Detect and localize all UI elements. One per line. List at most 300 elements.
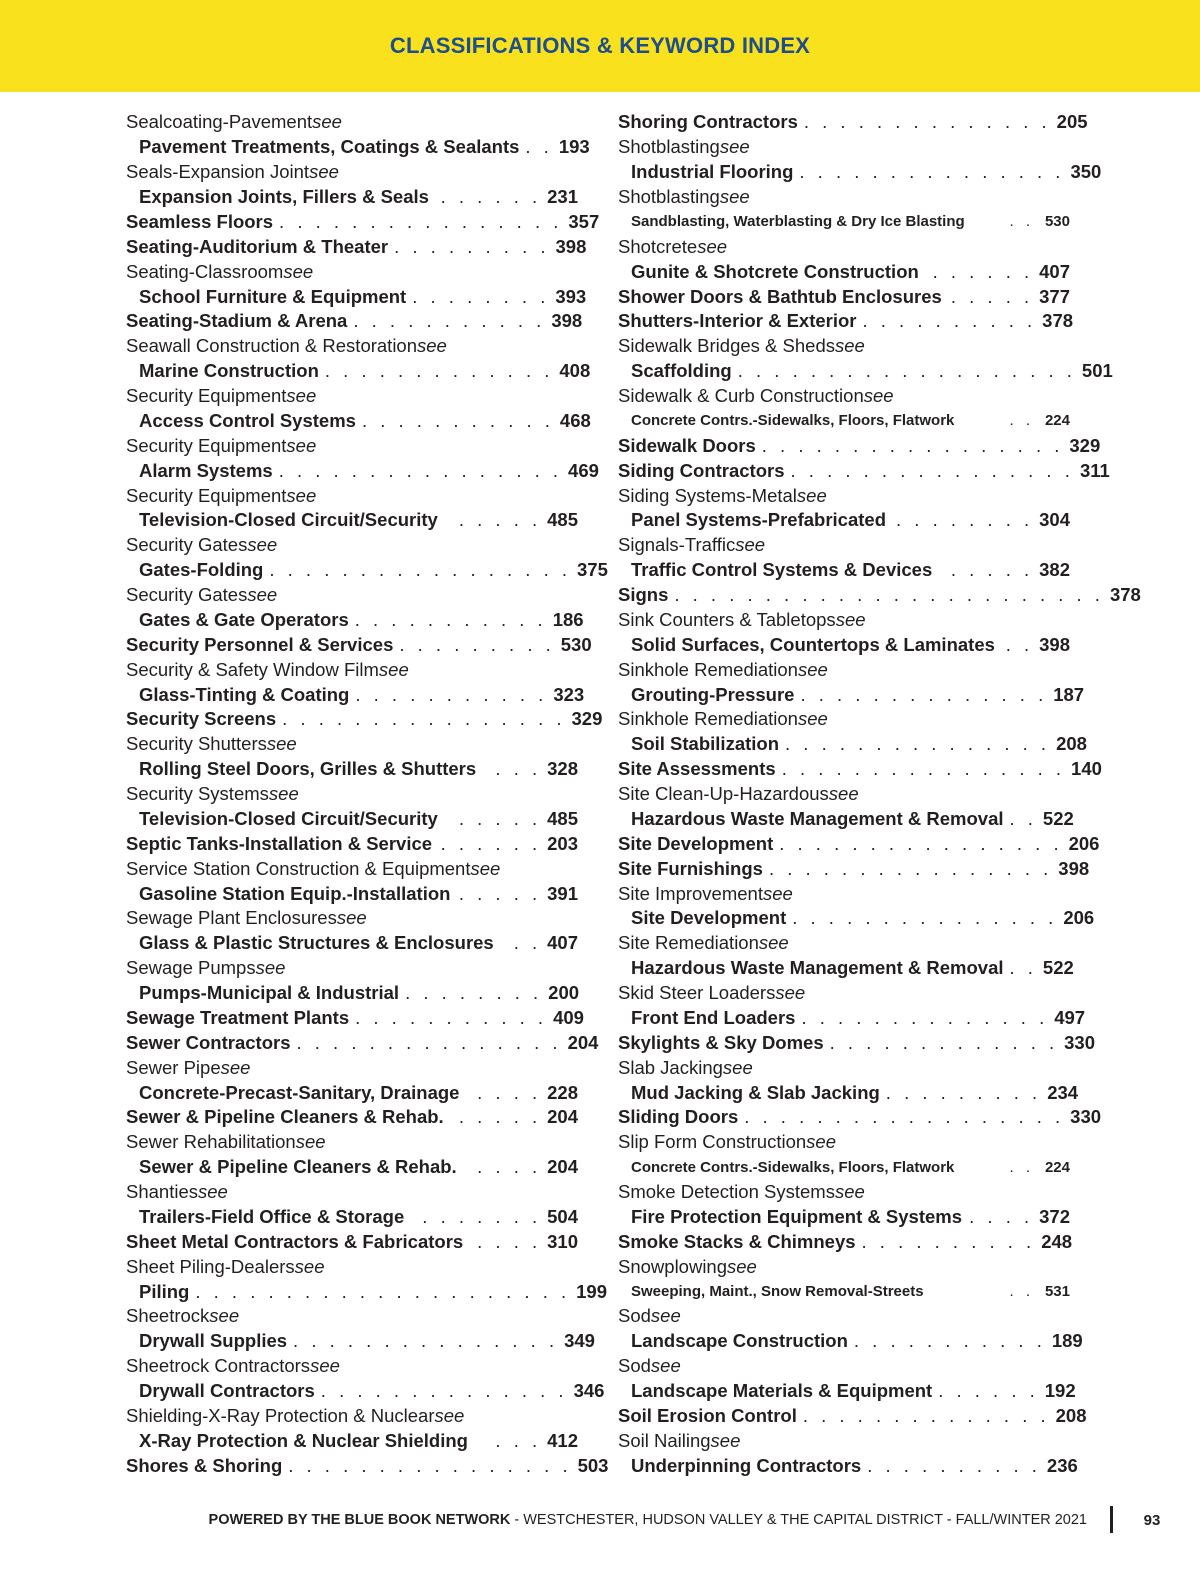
entry-page-number: 187: [1053, 683, 1085, 705]
see-label: see: [710, 1429, 741, 1451]
dot-leader: . . . . . . . . . . . . . . . .: [781, 758, 1066, 780]
entry-page-number: 234: [1047, 1081, 1079, 1103]
index-entry: [618, 284, 1070, 309]
entry-term: Concrete Contrs.-Sidewalks, Floors, Flatwork: [631, 1158, 955, 1176]
index-reference: [126, 1304, 578, 1329]
entry-page-number: 200: [548, 982, 580, 1004]
entry-page-number: 205: [1056, 111, 1088, 133]
reference-term: Sewer Pipe: [126, 1056, 221, 1078]
entry-term: Gates & Gate Operators: [139, 608, 349, 630]
see-label: see: [797, 708, 828, 730]
dot-leader: . .: [1009, 807, 1037, 829]
dot-leader: . . . . .: [458, 1106, 542, 1128]
index-entry: [126, 1329, 595, 1354]
index-reference: [618, 1428, 1070, 1453]
see-label: see: [796, 484, 827, 506]
dot-leader: . . . . . . . . . . .: [361, 409, 554, 431]
entry-term: Sweeping, Maint., Snow Removal-Streets: [631, 1283, 924, 1301]
page-number: 93: [1143, 1512, 1161, 1529]
index-entry: [618, 831, 1100, 856]
index-entry: [126, 682, 585, 707]
index-reference: [618, 135, 1070, 160]
index-reference: [618, 334, 1070, 359]
entry-term: Expansion Joints, Fillers & Seals: [139, 186, 429, 208]
see-label: see: [312, 111, 342, 133]
entry-term: Rolling Steel Doors, Grilles & Shutters: [139, 758, 477, 780]
index-reference: [126, 384, 578, 409]
entry-page-number: 377: [1039, 285, 1070, 307]
entry-term: Underpinning Contractors: [631, 1454, 862, 1476]
dot-leader: . . . . . . . . . . .: [355, 683, 548, 705]
entry-term: Sandblasting, Waterblasting & Dry Ice Blasting: [631, 213, 965, 231]
see-label: see: [286, 434, 317, 456]
entry-page-number: 228: [547, 1081, 578, 1103]
entry-page-number: 346: [573, 1380, 605, 1402]
see-label: see: [806, 1131, 836, 1153]
index-entry: [618, 956, 1074, 981]
dot-leader: . . . . . . . . . . .: [354, 608, 547, 630]
entry-term: Site Development: [618, 832, 774, 854]
index-entry: [618, 807, 1074, 832]
entry-page-number: 330: [1070, 1106, 1102, 1128]
index-entry: [126, 234, 587, 259]
dot-leader: . . . . . . . .: [405, 982, 543, 1004]
dot-leader: . . . . . . . . . . . . . . . . . . . . .: [195, 1280, 571, 1302]
entry-term: Fire Protection Equipment & Systems: [631, 1205, 963, 1227]
reference-term: Sinkhole Remediation: [618, 658, 798, 680]
dot-leader: . . . . . .: [440, 186, 542, 208]
index-entry: [126, 632, 592, 657]
dot-leader: . .: [1009, 1158, 1034, 1176]
index-reference: [126, 483, 578, 508]
see-label: see: [283, 260, 314, 282]
dot-leader: . . .: [495, 758, 542, 780]
reference-term: Sidewalk & Curb Construction: [618, 385, 864, 407]
index-entry: [618, 1105, 1102, 1130]
entry-term: Seamless Floors: [126, 210, 274, 232]
entry-term: Sliding Doors: [618, 1106, 739, 1128]
see-label: see: [650, 1355, 681, 1377]
see-label: see: [697, 235, 728, 257]
dot-leader: . .: [1009, 1283, 1034, 1301]
entry-page-number: 224: [1044, 412, 1070, 430]
see-label: see: [286, 484, 317, 506]
entry-page-number: 375: [577, 559, 608, 581]
entry-page-number: 398: [1039, 633, 1070, 655]
dot-leader: . . . . . . . . . . . . . . . . .: [761, 434, 1064, 456]
index-reference: [618, 608, 1070, 633]
index-reference: [126, 259, 578, 284]
dot-leader: . . . .: [477, 1081, 542, 1103]
index-reference: [126, 1055, 578, 1080]
see-label: see: [255, 957, 286, 979]
dot-leader: . . . . . . . . . . . . . . .: [296, 1031, 562, 1053]
index-entry: [126, 981, 578, 1006]
entry-term: Seating-Stadium & Arena: [126, 310, 348, 332]
dot-leader: . . . . . . . . . . . . . . .: [293, 1330, 559, 1352]
dot-leader: . .: [1009, 412, 1034, 430]
entry-page-number: 357: [568, 210, 600, 232]
entry-page-number: 503: [577, 1454, 609, 1476]
entry-term: Industrial Flooring: [631, 161, 794, 183]
dot-leader: . .: [1009, 213, 1034, 231]
entry-term: Site Assessments: [618, 758, 776, 780]
entry-term: Solid Surfaces, Countertops & Laminates: [631, 633, 995, 655]
see-label: see: [758, 932, 789, 954]
entry-page-number: 530: [1044, 213, 1070, 231]
page-header-band: [0, 0, 1200, 92]
index-entry: [618, 433, 1101, 458]
see-label: see: [220, 1056, 251, 1078]
entry-term: Traffic Control Systems & Devices: [631, 559, 933, 581]
index-entry: [618, 1279, 1070, 1304]
entry-page-number: 485: [547, 509, 578, 531]
index-entry: [618, 409, 1070, 434]
see-label: see: [247, 584, 278, 606]
index-reference: [618, 384, 1070, 409]
reference-term: Security Gates: [126, 584, 248, 606]
entry-term: Mud Jacking & Slab Jacking: [631, 1081, 880, 1103]
index-reference: [126, 110, 578, 135]
reference-term: Sheet Piling-Dealers: [126, 1255, 295, 1277]
dot-leader: . . . . . . . . . .: [861, 1230, 1036, 1252]
see-label: see: [727, 1255, 757, 1277]
see-label: see: [417, 335, 447, 357]
index-entry: [126, 757, 578, 782]
index-reference: [126, 1130, 578, 1155]
reference-term: Sinkhole Remediation: [618, 708, 798, 730]
index-entry: [618, 906, 1095, 931]
index-entry: [126, 284, 587, 309]
index-reference: [126, 856, 578, 881]
entry-term: Glass & Plastic Structures & Enclosures: [139, 932, 494, 954]
dot-leader: . .: [513, 932, 542, 954]
index-entry: [618, 558, 1070, 583]
dot-leader: . . . . . . . . . . . . . .: [802, 1404, 1050, 1426]
dot-leader: . . . . . . . .: [896, 509, 1034, 531]
dot-leader: . . . . . . . . . . . . .: [829, 1031, 1059, 1053]
dot-leader: . . . . . . . . . . . . . .: [803, 111, 1051, 133]
see-label: see: [650, 1305, 681, 1327]
entry-term: Site Furnishings: [618, 857, 763, 879]
entry-page-number: 398: [555, 235, 587, 257]
see-label: see: [797, 658, 828, 680]
entry-page-number: 323: [553, 683, 585, 705]
see-label: see: [762, 882, 793, 904]
index-reference: [618, 931, 1070, 956]
entry-term: Shutters-Interior & Exterior: [618, 310, 857, 332]
see-label: see: [309, 161, 339, 183]
footer-text: [0, 1512, 1087, 1528]
dot-leader: . . . . . . . . . . . . . . . . . . . . . . . .: [674, 584, 1104, 606]
see-label: see: [286, 385, 317, 407]
index-entry: [126, 458, 599, 483]
see-label: see: [828, 783, 859, 805]
dot-leader: . . . . . . . . .: [399, 633, 555, 655]
dot-leader: . . . . . . . . . .: [862, 310, 1037, 332]
entry-page-number: 304: [1039, 509, 1070, 531]
index-entry: [618, 632, 1070, 657]
entry-page-number: 408: [559, 360, 591, 382]
reference-term: Sidewalk Bridges & Sheds: [618, 335, 835, 357]
reference-term: Security Systems: [126, 783, 269, 805]
see-label: see: [247, 534, 278, 556]
index-entry: [126, 508, 578, 533]
entry-term: X-Ray Protection & Nuclear Shielding: [139, 1429, 468, 1451]
index-entry: [126, 1205, 578, 1230]
reference-term: Security Shutters: [126, 733, 267, 755]
entry-page-number: 349: [564, 1330, 595, 1352]
index-entry: [126, 1030, 599, 1055]
entry-term: Site Development: [631, 907, 787, 929]
reference-term: Sink Counters & Tabletops: [618, 608, 836, 630]
reference-term: Seals-Expansion Joint: [126, 161, 310, 183]
index-reference: [126, 1254, 578, 1279]
dot-leader: . . . . .: [950, 559, 1034, 581]
index-entry: [618, 1205, 1070, 1230]
index-entry: [126, 1279, 607, 1304]
dot-leader: . . .: [495, 1429, 542, 1451]
index-entry: [618, 359, 1113, 384]
reference-term: Snowplowing: [618, 1255, 728, 1277]
entry-page-number: 189: [1051, 1330, 1083, 1352]
entry-page-number: 412: [547, 1429, 578, 1451]
index-entry: [126, 1080, 578, 1105]
entry-term: Septic Tanks-Installation & Service: [126, 832, 433, 854]
index-entry: [126, 931, 578, 956]
entry-term: Concrete-Precast-Sanitary, Drainage: [139, 1081, 460, 1103]
index-entry: [126, 1105, 578, 1130]
dot-leader: . . . . . . . . . . . . . . .: [792, 907, 1058, 929]
dot-leader: . . . . . . . . . . . . . . .: [799, 161, 1065, 183]
see-label: see: [434, 1404, 465, 1426]
entry-term: Sewer & Pipeline Cleaners & Rehab.: [126, 1106, 444, 1128]
dot-leader: . . . . . . . . . . . . . . . .: [288, 1454, 572, 1476]
entry-page-number: 231: [547, 186, 578, 208]
entry-page-number: 393: [555, 285, 587, 307]
dot-leader: . . . . . . . . . . . . . . . .: [278, 459, 563, 481]
entry-term: School Furniture & Equipment: [139, 285, 407, 307]
index-entry: [126, 409, 591, 434]
entry-term: Soil Stabilization: [631, 733, 780, 755]
index-entry: [126, 309, 583, 334]
dot-leader: . . . . . . . . . .: [867, 1454, 1041, 1476]
entry-term: Glass-Tinting & Coating: [139, 683, 350, 705]
see-label: see: [735, 534, 766, 556]
entry-term: Alarm Systems: [139, 459, 273, 481]
entry-term: Marine Construction: [139, 360, 319, 382]
entry-term: Gates-Folding: [139, 559, 264, 581]
entry-page-number: 236: [1046, 1454, 1078, 1476]
index-entry: [126, 831, 578, 856]
index-reference: [126, 956, 578, 981]
index-reference: [126, 782, 578, 807]
reference-term: Sewage Plant Enclosures: [126, 907, 337, 929]
reference-term: Seating-Classroom: [126, 260, 284, 282]
see-label: see: [336, 907, 367, 929]
dot-leader: . . . . . . . . . . . . .: [324, 360, 554, 382]
see-label: see: [198, 1181, 228, 1203]
entry-term: Drywall Supplies: [139, 1330, 288, 1352]
index-column-left: [126, 110, 609, 1478]
entry-page-number: 328: [547, 758, 578, 780]
index-entry: [618, 110, 1088, 135]
index-reference: [126, 533, 578, 558]
dot-leader: . . . . . .: [440, 832, 542, 854]
footer-publication: - WESTCHESTER, HUDSON VALLEY & THE CAPITAL DISTRICT - FALL/WINTER 2021: [510, 1512, 1087, 1528]
entry-term: Shoring Contractors: [618, 111, 798, 133]
dot-leader: . . . . . . . . . . . . . .: [801, 1006, 1049, 1028]
reference-term: Sheetrock: [126, 1305, 210, 1327]
reference-term: Siding Systems-Metal: [618, 484, 797, 506]
index-reference: [126, 334, 578, 359]
see-label: see: [268, 783, 299, 805]
reference-term: Shotblasting: [618, 136, 720, 158]
index-reference: [126, 160, 578, 185]
index-entry: [618, 1080, 1079, 1105]
entry-page-number: 204: [547, 1156, 578, 1178]
dot-leader: . . . . . . . .: [412, 285, 550, 307]
index-entry: [126, 185, 578, 210]
dot-leader: . . . . . . . . . . . . . .: [800, 683, 1048, 705]
reference-term: Shielding-X-Ray Protection & Nuclear: [126, 1404, 435, 1426]
index-entry: [126, 135, 590, 160]
see-label: see: [294, 1255, 325, 1277]
index-entry: [618, 458, 1110, 483]
see-label: see: [209, 1305, 240, 1327]
reference-term: Security & Safety Window Film: [126, 658, 379, 680]
entry-term: Trailers-Field Office & Storage: [139, 1205, 405, 1227]
index-reference: [618, 185, 1070, 210]
entry-page-number: 350: [1070, 161, 1102, 183]
entry-term: Front End Loaders: [631, 1006, 796, 1028]
entry-term: Pavement Treatments, Coatings & Sealants: [139, 136, 520, 158]
entry-page-number: 530: [560, 633, 592, 655]
dot-leader: . . . . . . . . . . . . . . . . . .: [744, 1106, 1065, 1128]
entry-page-number: 203: [547, 832, 578, 854]
entry-term: Security Personnel & Services: [126, 633, 394, 655]
entry-page-number: 224: [1044, 1158, 1070, 1176]
see-label: see: [775, 982, 806, 1004]
entry-page-number: 504: [547, 1205, 578, 1227]
entry-term: Gunite & Shotcrete Construction: [631, 260, 919, 282]
entry-page-number: 204: [547, 1106, 578, 1128]
dot-leader: . . . . . . . . . . .: [853, 1330, 1046, 1352]
see-label: see: [310, 1355, 340, 1377]
reference-term: Sealcoating-Pavement: [126, 111, 313, 133]
index-entry: [126, 707, 603, 732]
entry-term: Sewer Contractors: [126, 1031, 291, 1053]
index-reference: [618, 657, 1070, 682]
entry-term: Signs: [618, 584, 669, 606]
dot-leader: . . . . . . . . . . . . . . . .: [279, 210, 563, 232]
entry-page-number: 248: [1041, 1230, 1073, 1252]
entry-page-number: 140: [1071, 758, 1102, 780]
index-reference: [618, 1055, 1070, 1080]
index-reference: [126, 1354, 578, 1379]
see-label: see: [266, 733, 297, 755]
entry-page-number: 311: [1080, 459, 1110, 481]
dot-leader: . . . . . .: [932, 260, 1034, 282]
see-label: see: [719, 186, 750, 208]
index-entry: [618, 1006, 1086, 1031]
reference-term: Security Equipment: [126, 385, 287, 407]
entry-page-number: 186: [552, 608, 584, 630]
index-entry: [126, 359, 591, 384]
index-entry: [618, 1229, 1073, 1254]
dot-leader: . . . .: [969, 1205, 1034, 1227]
footer-brand: POWERED BY THE BLUE BOOK NETWORK: [208, 1512, 511, 1528]
entry-page-number: 192: [1044, 1380, 1076, 1402]
entry-term: Scaffolding: [631, 360, 732, 382]
footer-divider: [1110, 1506, 1113, 1533]
entry-term: Grouting-Pressure: [631, 683, 795, 705]
see-label: see: [378, 658, 409, 680]
entry-page-number: 391: [547, 882, 578, 904]
index-entry: [126, 807, 578, 832]
index-entry: [618, 1030, 1096, 1055]
reference-term: Signals-Traffic: [618, 534, 736, 556]
index-reference: [126, 906, 578, 931]
dot-leader: . . . .: [477, 1230, 542, 1252]
index-reference: [618, 533, 1070, 558]
index-entry: [618, 1155, 1070, 1180]
dot-leader: . . . . . . . . . . . . . . . . .: [269, 559, 571, 581]
index-entry: [618, 732, 1087, 757]
reference-term: Security Equipment: [126, 484, 287, 506]
reference-term: Shotcrete: [618, 235, 698, 257]
entry-page-number: 372: [1039, 1205, 1070, 1227]
dot-leader: . . . . . .: [938, 1380, 1039, 1402]
dot-leader: . .: [1005, 633, 1034, 655]
reference-term: Sod: [618, 1355, 651, 1377]
entry-term: Siding Contractors: [618, 459, 785, 481]
entry-term: Skylights & Sky Domes: [618, 1031, 824, 1053]
index-reference: [126, 657, 578, 682]
reference-term: Sheetrock Contractors: [126, 1355, 311, 1377]
dot-leader: . . . . . . . . . . . . . . . .: [282, 708, 566, 730]
entry-page-number: 199: [576, 1280, 607, 1302]
index-entry: [618, 1453, 1078, 1478]
reference-term: Security Gates: [126, 534, 248, 556]
index-entry: [618, 210, 1070, 235]
reference-term: Shanties: [126, 1181, 198, 1203]
dot-leader: . . . . . . . . . . .: [353, 310, 546, 332]
index-reference: [126, 583, 578, 608]
index-entry: [126, 1453, 609, 1478]
entry-term: Sewage Treatment Plants: [126, 1006, 350, 1028]
entry-term: Shores & Shoring: [126, 1454, 283, 1476]
index-entry: [126, 608, 584, 633]
index-entry: [126, 558, 608, 583]
reference-term: Skid Steer Loaders: [618, 982, 776, 1004]
index-reference: [126, 732, 578, 757]
index-entry: [618, 1379, 1076, 1404]
index-entry: [618, 757, 1102, 782]
index-entry: [126, 1379, 605, 1404]
index-reference: [618, 981, 1070, 1006]
dot-leader: . . . . .: [458, 509, 542, 531]
entry-term: Seating-Auditorium & Theater: [126, 235, 389, 257]
reference-term: Smoke Detection Systems: [618, 1181, 835, 1203]
entry-term: Gasoline Station Equip.-Installation: [139, 882, 451, 904]
dot-leader: . . . . . . . . . . . . . .: [320, 1380, 568, 1402]
index-reference: [618, 1354, 1070, 1379]
entry-page-number: 204: [567, 1031, 599, 1053]
index-reference: [618, 881, 1070, 906]
see-label: see: [863, 385, 894, 407]
entry-term: Hazardous Waste Management & Removal: [631, 957, 1004, 979]
